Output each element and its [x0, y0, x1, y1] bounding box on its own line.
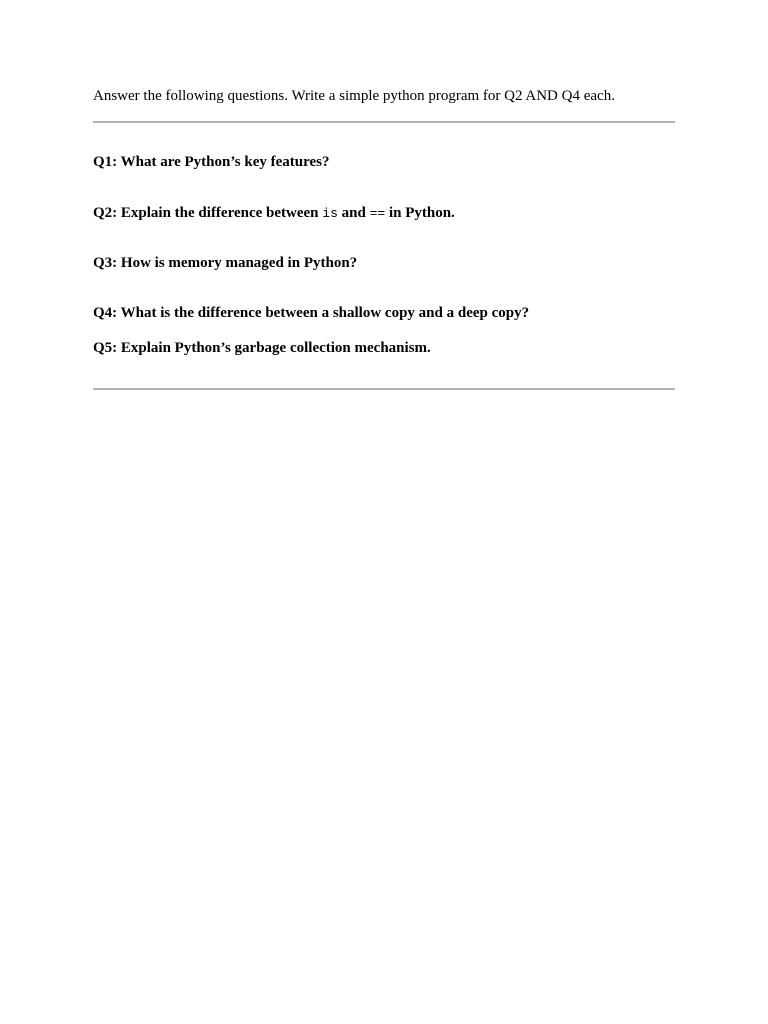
question-4: Q4: What is the difference between a shallow copy and a deep copy?: [93, 305, 530, 321]
question-2-code-equals: ==: [369, 206, 386, 221]
question-3: Q3: How is memory managed in Python?: [93, 255, 358, 271]
question-2-prefix: Q2: Explain the difference between: [93, 205, 323, 221]
question-2-code-is: is: [322, 206, 338, 221]
bottom-divider: [93, 388, 675, 390]
instructions-text: Answer the following questions. Write a simple python program for Q2 AND Q4 each.: [93, 88, 615, 104]
top-divider: [93, 121, 675, 123]
question-2: [93, 204, 455, 223]
question-5: Q5: Explain Python’s garbage collection mechanism.: [93, 340, 431, 356]
question-2-middle: and: [337, 205, 370, 221]
question-2-suffix: in Python.: [385, 205, 455, 221]
question-1: Q1: What are Python’s key features?: [93, 154, 330, 170]
